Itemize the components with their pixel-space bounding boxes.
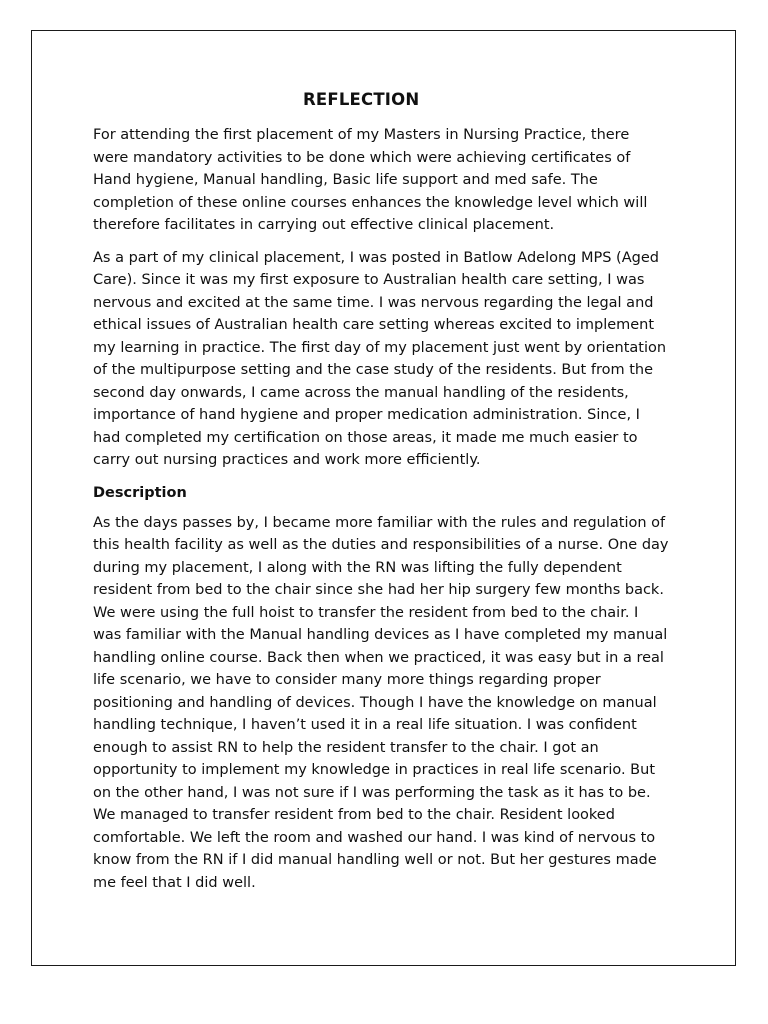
paragraph-placement: As a part of my clinical placement, I was posted in Batlow Adelong MPS (Aged Care). Since it was my first exposure to Australian health care setting, I was nervous and excited at the same time. I was nervous regarding the legal and ethical issues of Australian health care setting whereas excited to implement my learning in practice. The first day of my placement just went by orientation of the multipurpose setting and the case study of the residents. But from the second day onwards, I came across the manual handling of the residents, importance of hand hygiene and proper medication administration. Since, I had completed my certification on those areas, it made me much easier to carry out nursing practices and work more efficiently. bbox=[93, 249, 667, 468]
document-title: REFLECTION bbox=[303, 90, 420, 109]
paragraph-description: As the days passes by, I became more familiar with the rules and regulation of this health facility as well as the duties and responsibilities of a nurse. One day during my placement, I along with the RN was lifting the fully dependent resident from bed to the chair since she had her hip surgery few months back. We were using the full hoist to transfer the resident from bed to the chair. I was familiar with the Manual handling devices as I have completed my manual handling online course. Back then when we practiced, it was easy but in a real life scenario, we have to consider many more things regarding proper positioning and handling of devices. Though I have the knowledge on manual handling technique, I haven’t used it in a real life situation. I was confident enough to assist RN to help the resident transfer to the chair. I got an opportunity to implement my knowledge in practices in real life scenario. But on the other hand, I was not sure if I was performing the task as it has to be. We managed to transfer resident from bed to the chair. Resident looked comfortable. We left the room and washed our hand. I was kind of nervous to know from the RN if I did manual handling well or not. But her gestures made me feel that I did well. bbox=[93, 514, 669, 891]
paragraph-intro: For attending the first placement of my Masters in Nursing Practice, there were mandatory activities to be done which were achieving certificates of Hand hygiene, Manual handling, Basic life support and med safe. The completion of these online courses enhances the knowledge level which will therefore facilitates in carrying out effective clinical placement. bbox=[93, 127, 648, 233]
document-body bbox=[93, 88, 673, 904]
description-heading: Description bbox=[93, 484, 187, 501]
